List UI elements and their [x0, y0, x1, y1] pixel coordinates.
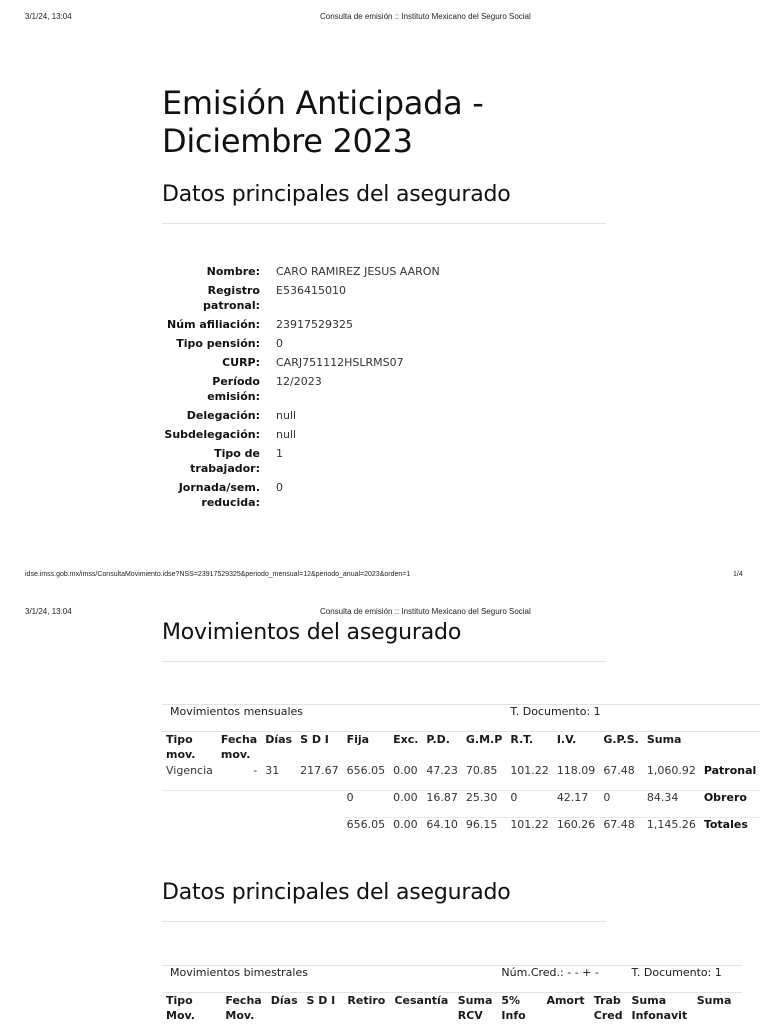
- field-label: Subdelegación:: [162, 427, 276, 442]
- field-value: null: [276, 408, 622, 423]
- table-title-row: [162, 966, 742, 993]
- field-label: Nombre:: [162, 264, 276, 279]
- section-heading-datos-2: Datos principales del asegurado: [162, 880, 511, 905]
- field-label: Jornada/sem. reducida:: [162, 480, 276, 510]
- field-row: [162, 283, 622, 313]
- section-heading-movimientos: Movimientos del asegurado: [162, 620, 461, 645]
- column-header: Amort: [542, 993, 589, 1025]
- field-row: [162, 355, 622, 370]
- insured-details-list: [162, 264, 622, 514]
- column-header: Suma RCV: [454, 993, 498, 1025]
- column-header: Tipo mov.: [162, 732, 217, 765]
- table-header-row: [162, 993, 742, 1025]
- column-header: Exc.: [389, 732, 422, 765]
- field-row: [162, 446, 622, 476]
- print-page-title: Consulta de emisión :: Instituto Mexicano del Seguro Social: [320, 12, 531, 21]
- column-header: Retiro: [343, 993, 390, 1025]
- field-row: [162, 336, 622, 351]
- field-value: 1: [276, 446, 622, 476]
- column-header: G.M.P: [462, 732, 506, 765]
- field-label: Registro patronal:: [162, 283, 276, 313]
- table-cell: 217.67: [296, 764, 343, 791]
- table-cell: 1,060.92: [643, 764, 700, 791]
- divider: [162, 661, 606, 662]
- credit-number: Núm.Cred.: - - + -: [497, 966, 627, 993]
- table-cell: 31: [261, 764, 296, 791]
- column-header: Días: [267, 993, 303, 1025]
- table-cell: 67.48: [599, 764, 643, 791]
- table-row: [162, 764, 760, 791]
- table-cell: 0.00: [389, 791, 422, 818]
- table-header-row: [162, 732, 760, 765]
- divider: [162, 223, 606, 224]
- page-title-line2: Diciembre 2023: [162, 122, 413, 160]
- table-cell: 96.15: [462, 818, 506, 845]
- column-header: S D I: [296, 732, 343, 765]
- field-label: Delegación:: [162, 408, 276, 423]
- field-value: 0: [276, 480, 622, 510]
- field-value: null: [276, 427, 622, 442]
- table-cell: 25.30: [462, 791, 506, 818]
- column-header: Fecha mov.: [217, 732, 261, 765]
- table-cell: 656.05: [343, 764, 390, 791]
- column-header: I.V.: [553, 732, 600, 765]
- table-title: Movimientos bimestrales: [162, 966, 497, 993]
- field-label: CURP:: [162, 355, 276, 370]
- monthly-movements-table: [162, 704, 760, 844]
- table-cell: [162, 791, 217, 818]
- field-value: CARO RAMIREZ JESUS AARON: [276, 264, 622, 279]
- table-cell: 0.00: [389, 818, 422, 845]
- page-title-line1: Emisión Anticipada -: [162, 84, 484, 122]
- column-header: Trab Cred: [590, 993, 628, 1025]
- field-row: [162, 374, 622, 404]
- table-cell: 101.22: [506, 764, 553, 791]
- column-header: Suma: [643, 732, 700, 765]
- field-row: [162, 480, 622, 510]
- page-title: [162, 84, 484, 160]
- field-row: [162, 317, 622, 332]
- column-header: Tipo Mov.: [162, 993, 221, 1025]
- table-cell: [296, 818, 343, 845]
- table-cell: [261, 791, 296, 818]
- field-label: Período emisión:: [162, 374, 276, 404]
- table-cell: Vigencia: [162, 764, 217, 791]
- row-label: Totales: [700, 818, 760, 845]
- table-cell: 64.10: [422, 818, 462, 845]
- table-cell: [162, 818, 217, 845]
- field-value: E536415010: [276, 283, 622, 313]
- field-row: [162, 264, 622, 279]
- document-type: T. Documento: 1: [506, 705, 760, 732]
- table-cell: -: [217, 764, 261, 791]
- field-label: Tipo pensión:: [162, 336, 276, 351]
- table-cell: 101.22: [506, 818, 553, 845]
- table-cell: 84.34: [643, 791, 700, 818]
- table-cell: 0: [506, 791, 553, 818]
- field-label: Núm afiliación:: [162, 317, 276, 332]
- table-cell: 1,145.26: [643, 818, 700, 845]
- row-label: Patronal: [700, 764, 760, 791]
- column-header: [700, 732, 760, 765]
- table-cell: 47.23: [422, 764, 462, 791]
- field-row: [162, 408, 622, 423]
- document-type: T. Documento: 1: [627, 966, 742, 993]
- table-title: Movimientos mensuales: [162, 705, 506, 732]
- column-header: Fija: [343, 732, 390, 765]
- table-cell: 656.05: [343, 818, 390, 845]
- column-header: S D I: [302, 993, 343, 1025]
- table-row: [162, 791, 760, 818]
- column-header: Suma Infonavit: [627, 993, 692, 1025]
- field-value: 12/2023: [276, 374, 622, 404]
- row-label: Obrero: [700, 791, 760, 818]
- field-value: 0: [276, 336, 622, 351]
- column-header: Suma: [693, 993, 742, 1025]
- table-cell: 0: [599, 791, 643, 818]
- field-value: CARJ751112HSLRMS07: [276, 355, 622, 370]
- column-header: Días: [261, 732, 296, 765]
- table-cell: [217, 791, 261, 818]
- column-header: G.P.S.: [599, 732, 643, 765]
- table-cell: [296, 791, 343, 818]
- table-row: [162, 818, 760, 845]
- print-footer-url: idse.imss.gob.mx/imss/ConsultaMovimiento.idse?NSS=23917529325&periodo_mensual=12&periodo_anual=2023&orden=1: [25, 571, 410, 578]
- column-header: R.T.: [506, 732, 553, 765]
- print-timestamp: 3/1/24, 13:04: [25, 12, 72, 21]
- column-header: 5% Info: [497, 993, 542, 1025]
- table-cell: 42.17: [553, 791, 600, 818]
- table-cell: [217, 818, 261, 845]
- table-cell: 160.26: [553, 818, 600, 845]
- table-cell: 70.85: [462, 764, 506, 791]
- table-cell: 0: [343, 791, 390, 818]
- table-cell: [261, 818, 296, 845]
- column-header: P.D.: [422, 732, 462, 765]
- table-cell: 118.09: [553, 764, 600, 791]
- column-header: Cesantía: [390, 993, 453, 1025]
- field-label: Tipo de trabajador:: [162, 446, 276, 476]
- table-cell: 0.00: [389, 764, 422, 791]
- bimonthly-movements-table: [162, 965, 742, 1025]
- column-header: Fecha Mov.: [221, 993, 266, 1025]
- divider: [162, 921, 606, 922]
- table-cell: 16.87: [422, 791, 462, 818]
- table-title-row: [162, 705, 760, 732]
- field-row: [162, 427, 622, 442]
- field-value: 23917529325: [276, 317, 622, 332]
- print-page-number: 1/4: [733, 571, 743, 578]
- print-page-title: Consulta de emisión :: Instituto Mexicano del Seguro Social: [320, 607, 531, 616]
- section-heading-datos: Datos principales del asegurado: [162, 182, 511, 207]
- print-timestamp: 3/1/24, 13:04: [25, 607, 72, 616]
- table-cell: 67.48: [599, 818, 643, 845]
